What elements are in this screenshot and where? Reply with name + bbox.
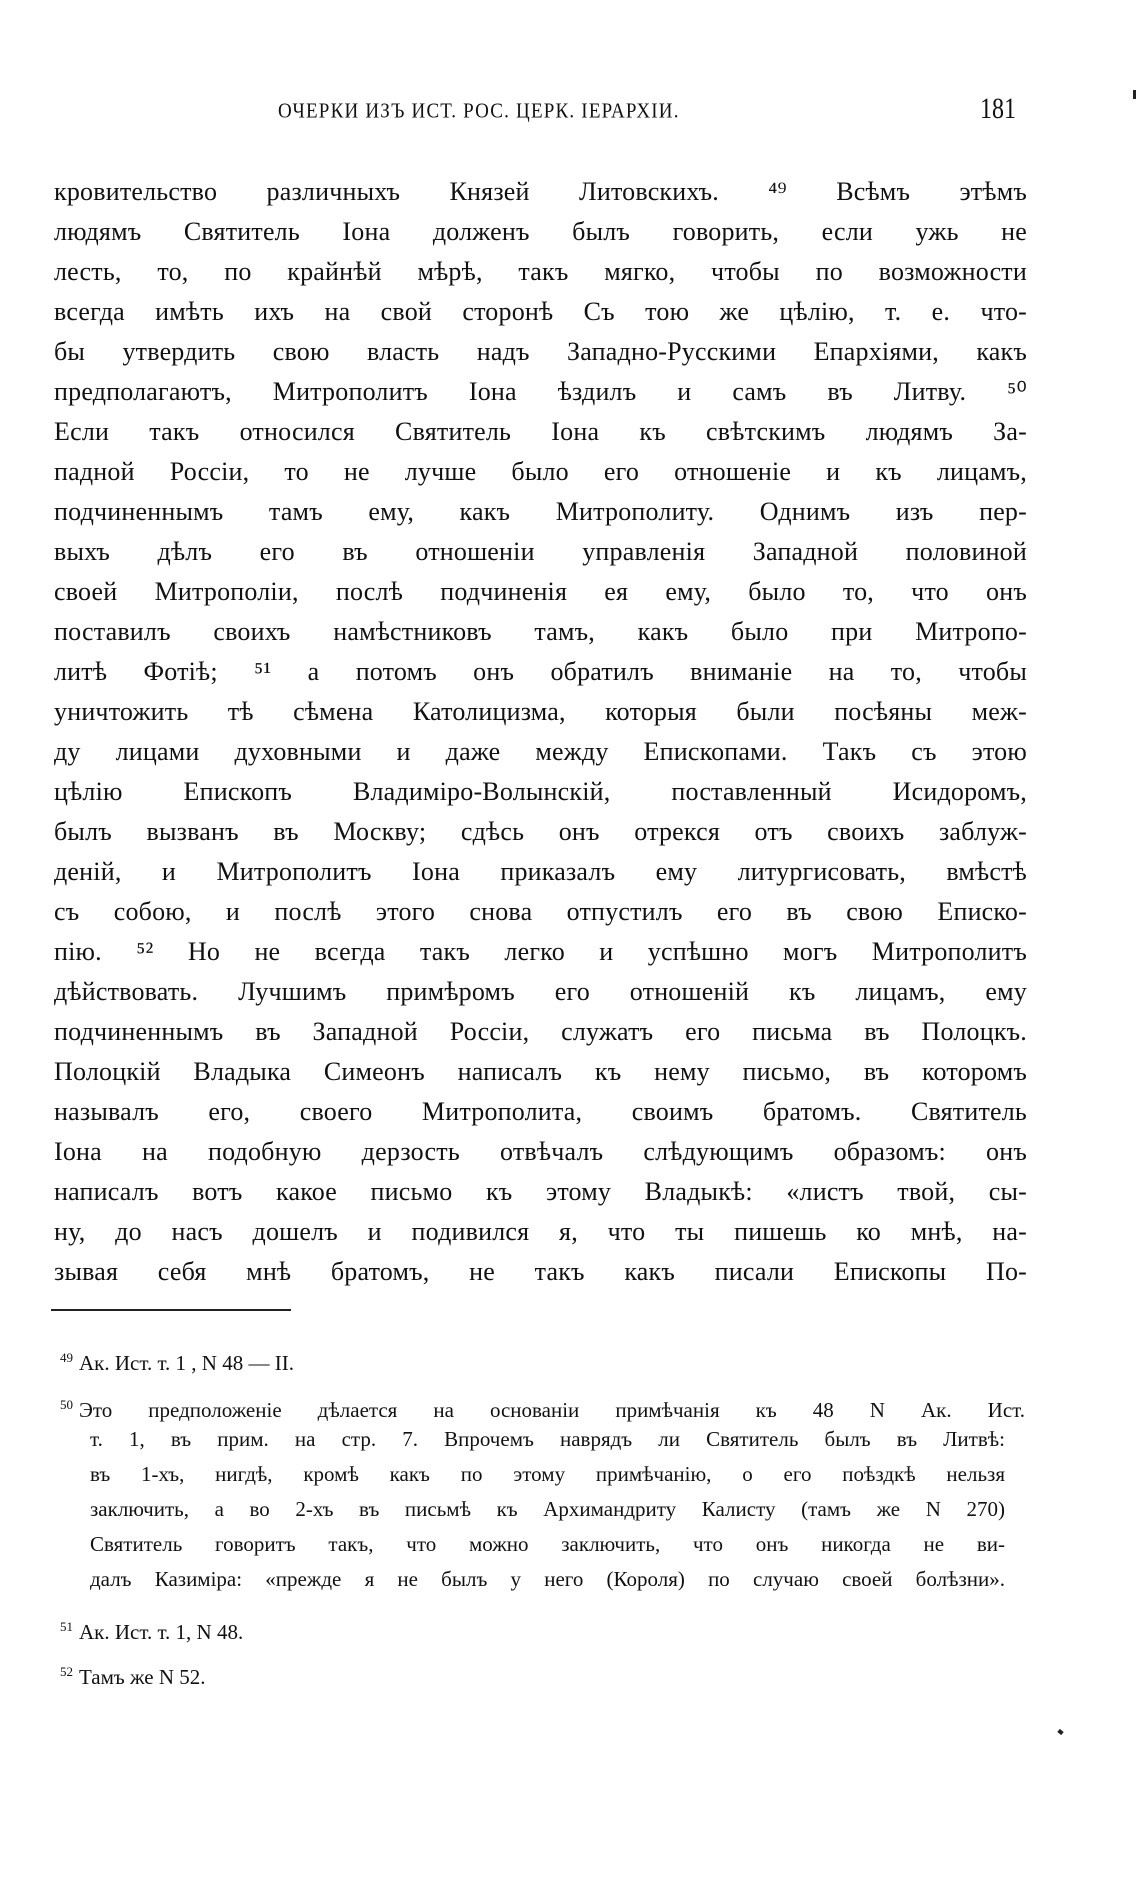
footnote-52: [60, 1654, 1025, 1689]
text-line: дѣйствовать. Лучшимъ примѣромъ его отношенiй къ лицамъ, ему: [54, 977, 1027, 1006]
text-line: денiй, и Митрополитъ Iона приказалъ ему литургисовать, вмѣстѣ: [54, 857, 1027, 886]
footnote-number: 49: [60, 1350, 73, 1365]
footnote-line: $^{51}$ Ак. Ист. т. 1, N 48.: [60, 1619, 244, 1644]
text-line: ну, до насъ дошелъ и подивился я, что ты пишешь ко мнѣ, на-: [54, 1217, 1027, 1246]
text-line: Полоцкiй Владыка Симеонъ написалъ къ нему письмо, въ которомъ: [54, 1057, 1027, 1086]
text-line: людямъ Святитель Iона долженъ былъ говорить, если ужь не: [54, 217, 1027, 246]
text-line: ду лицами духовными и даже между Епископами. Такъ съ этою: [54, 737, 1027, 766]
footnote-line: $^{52}$ Тамъ же N 52.: [60, 1664, 206, 1689]
text-line: уничтожить тѣ сѣмена Католицизма, которыя были посѣяны меж-: [54, 697, 1027, 726]
footnote-number: 50: [60, 1397, 73, 1412]
footnote-line: заключить, а во 2-хъ въ письмѣ къ Архимандриту Калисту (тамъ же N 270): [90, 1497, 1005, 1521]
footnote-line: $^{50}$ Это предположенiе дѣлается на основанiи примѣчанiя къ 48 N Ак. Ист.: [60, 1397, 1025, 1422]
footnotes: [60, 1340, 1025, 1689]
text-line: выхъ дѣлъ его въ отношенiи управленiя Западной половиной: [54, 537, 1027, 566]
text-line: пiю. ⁵² Но не всегда такъ легко и успѣшно могъ Митрополитъ: [54, 937, 1027, 966]
main-text: [54, 172, 1027, 1292]
footnote-number: 52: [60, 1664, 73, 1679]
footnote-line: $^{49}$ Ак. Ист. т. 1 , N 48 — II.: [60, 1350, 294, 1375]
page-number: 181: [980, 92, 1016, 125]
footnote-line: т. 1, въ прим. на стр. 7. Впрочемъ наврядъ ли Святитель былъ въ Литвѣ:: [90, 1427, 1005, 1451]
text-line: поставилъ своихъ намѣстниковъ тамъ, какъ было при Митропо-: [54, 617, 1027, 646]
text-line: цѣлiю Епископъ Владимiро-Волынскiй, поставленный Исидоромъ,: [54, 777, 1027, 806]
text-line: кровительство различныхъ Князей Литовскихъ. ⁴⁹ Всѣмъ этѣмъ: [54, 177, 1027, 206]
footnote-separator: [51, 1309, 291, 1311]
footnote-50: [60, 1387, 1025, 1597]
scan-speck: [1057, 1729, 1063, 1735]
running-title: ОЧЕРКИ ИЗЪ ИСТ. РОС. ЦЕРК. IЕРАРХIИ.: [278, 100, 680, 124]
footnote-51: [60, 1609, 1025, 1644]
footnote-49: [60, 1340, 1025, 1375]
footnote-line: Святитель говоритъ такъ, что можно заключить, что онъ никогда не ви-: [90, 1532, 1005, 1556]
text-line: предполагаютъ, Митрополитъ Iона ѣздилъ и самъ въ Литву. ⁵⁰: [54, 377, 1027, 406]
text-line: литѣ Фотiѣ; ⁵¹ а потомъ онъ обратилъ вниманiе на то, чтобы: [54, 657, 1027, 686]
text-line: лесть, то, по крайнѣй мѣрѣ, такъ мягко, чтобы по возможности: [54, 257, 1027, 286]
text-line: зывая себя мнѣ братомъ, не такъ какъ писали Епископы По-: [54, 1257, 1027, 1286]
text-line: бы утвердить свою власть надъ Западно-Русскими Епархiями, какъ: [54, 337, 1027, 366]
text-line: Iона на подобную дерзость отвѣчалъ слѣдующимъ образомъ: онъ: [54, 1137, 1027, 1166]
text-line: называлъ его, своего Митрополита, своимъ братомъ. Святитель: [54, 1097, 1027, 1126]
text-line: съ собою, и послѣ этого снова отпустилъ его въ свою Еписко-: [54, 897, 1027, 926]
text-line: подчиненнымъ въ Западной Россiи, служатъ его письма въ Полоцкъ.: [54, 1017, 1027, 1046]
text-line: своей Митрополiи, послѣ подчиненiя ея ему, было то, что онъ: [54, 577, 1027, 606]
text-line: всегда имѣть ихъ на свой сторонѣ Съ тою же цѣлiю, т. е. что-: [54, 297, 1027, 326]
text-line: падной Россiи, то не лучше было его отношенiе и къ лицамъ,: [54, 457, 1027, 486]
footnote-line: далъ Казимiра: «прежде я не былъ у него (Короля) по случаю своей болѣзни».: [90, 1567, 1005, 1591]
text-line: Если такъ относился Святитель Iона къ свѣтскимъ людямъ За-: [54, 417, 1027, 446]
footnote-number: 51: [60, 1619, 73, 1634]
text-line: написалъ вотъ какое письмо къ этому Владыкѣ: «листъ твой, сы-: [54, 1177, 1027, 1206]
footnote-line: въ 1-хъ, нигдѣ, кромѣ какъ по этому примѣчанiю, о его поѣздкѣ нельзя: [90, 1462, 1005, 1486]
text-line: подчиненнымъ тамъ ему, какъ Митрополиту. Однимъ изъ пер-: [54, 497, 1027, 526]
scan-speck: [1133, 90, 1136, 99]
text-line: былъ вызванъ въ Москву; сдѣсь онъ отрекся отъ своихъ заблуж-: [54, 817, 1027, 846]
